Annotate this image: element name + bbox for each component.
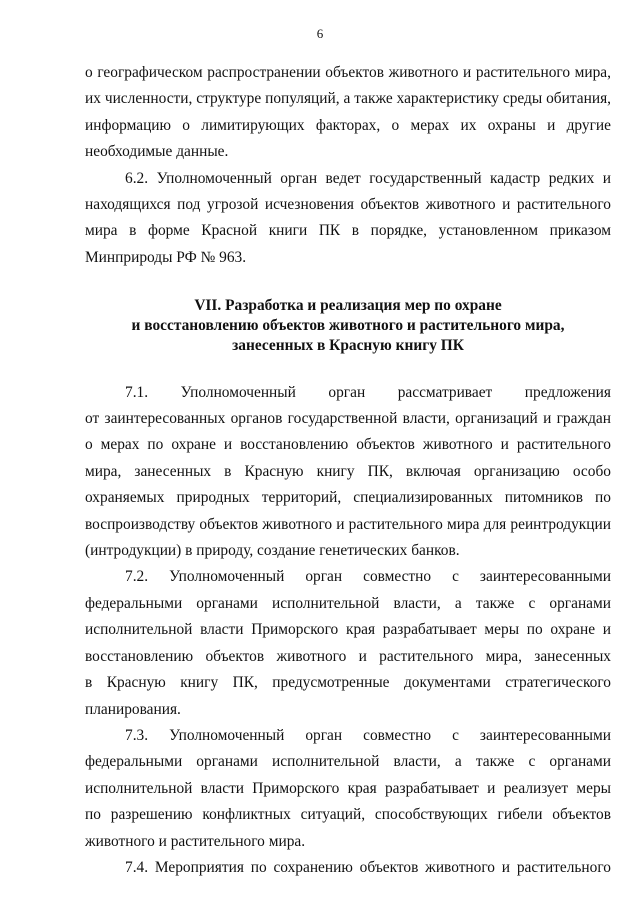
text-line: находящихся под угрозой исчезновения объектов животного и растительного bbox=[85, 196, 611, 214]
text-line: восстановлению объектов животного и растительного мира, занесенных bbox=[85, 647, 611, 665]
text-line: исполнительной власти Приморского края разрабатывает меры по охране и bbox=[85, 621, 611, 639]
text-line: 7.4. Мероприятия по сохранению объектов животного и растительного bbox=[125, 858, 611, 876]
paragraph-7-2 bbox=[85, 564, 611, 722]
text-line: воспроизводству объектов животного и растительного мира для реинтродукции bbox=[85, 515, 611, 533]
text-line: по разрешению конфликтных ситуаций, способствующих гибели объектов bbox=[85, 806, 611, 824]
text-line: федеральными органами исполнительной власти, а также с органами bbox=[85, 753, 611, 771]
text-line: охраняемых природных территорий, специализированных питомников по bbox=[85, 489, 611, 507]
paragraph-7-1 bbox=[85, 380, 611, 565]
paragraph-6-2 bbox=[85, 166, 611, 272]
text-line: информацию о лимитирующих факторах, о мерах их охраны и другие bbox=[85, 116, 611, 134]
text-line: 7.2. Уполномоченный орган совместно с заинтересованными bbox=[125, 568, 611, 586]
text-line: исполнительной власти Приморского края разрабатывает и реализует меры bbox=[85, 779, 611, 797]
text-line: 6.2. Уполномоченный орган ведет государственный кадастр редких и bbox=[125, 169, 611, 187]
text-line: о мерах по охране и восстановлению объектов животного и растительного bbox=[85, 436, 611, 454]
text-line: Минприроды РФ № 963. bbox=[85, 248, 247, 266]
text-line: необходимые данные. bbox=[85, 143, 229, 161]
paragraph-continuation bbox=[85, 60, 611, 166]
section-heading bbox=[85, 296, 611, 355]
paragraph-7-3 bbox=[85, 723, 611, 855]
text-line: животного и растительного мира. bbox=[85, 832, 306, 850]
heading-line: VII. Разработка и реализация мер по охране bbox=[194, 297, 502, 315]
text-line: (интродукции) в природу, создание генетических банков. bbox=[85, 542, 460, 560]
text-line: планирования. bbox=[85, 700, 181, 718]
text-line: от заинтересованных органов государственной власти, организаций и граждан bbox=[85, 410, 611, 428]
heading-line: и восстановлению объектов животного и растительного мира, bbox=[131, 317, 565, 335]
text-line: их численности, структуре популяций, а также характеристику среды обитания, bbox=[85, 90, 611, 108]
heading-line: занесенных в Красную книгу ПК bbox=[232, 336, 464, 354]
paragraph-7-4 bbox=[85, 855, 611, 881]
document-body bbox=[85, 60, 611, 881]
text-line: мира в форме Красной книги ПК в порядке, установленном приказом bbox=[85, 222, 611, 240]
text-line: мира, занесенных в Красную книгу ПК, включая организацию особо bbox=[85, 462, 611, 480]
text-line: о географическом распространении объектов животного и растительного мира, bbox=[85, 64, 611, 81]
text-line: 7.1. Уполномоченный орган рассматривает предложения bbox=[125, 383, 611, 401]
text-line: федеральными органами исполнительной власти, а также с органами bbox=[85, 594, 611, 612]
text-line: в Красную книгу ПК, предусмотренные документами стратегического bbox=[85, 674, 611, 692]
page-number: 6 bbox=[316, 26, 324, 41]
text-line: 7.3. Уполномоченный орган совместно с заинтересованными bbox=[125, 726, 611, 744]
